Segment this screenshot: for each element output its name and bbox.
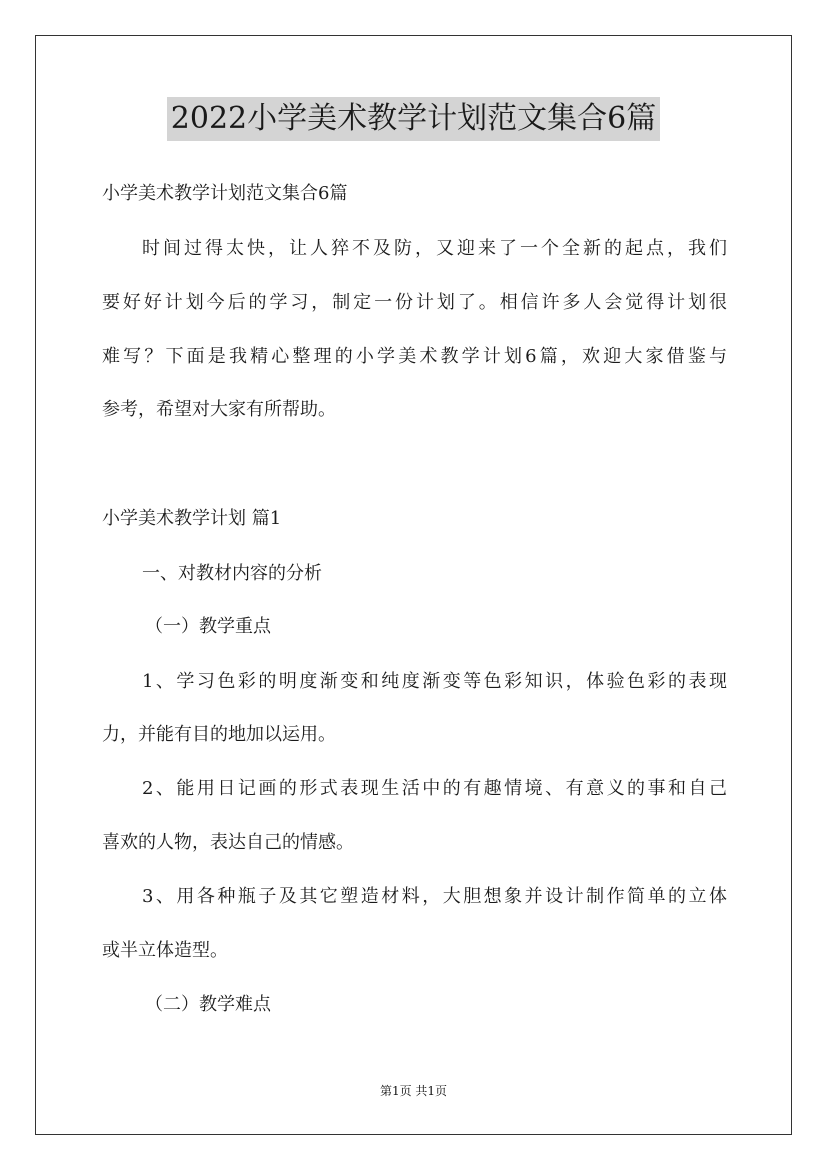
subheading-key-points: （一）教学重点 [145, 616, 271, 637]
document-subtitle: 小学美术教学计划范文集合6篇 [102, 183, 348, 204]
intro-line-3: 难写？下面是我精心整理的小学美术教学计划6篇，欢迎大家借鉴与 [102, 346, 727, 367]
intro-line-2: 要好好计划今后的学习，制定一份计划了。相信许多人会觉得计划很 [102, 292, 727, 313]
point-3-line-2: 或半立体造型。 [102, 940, 228, 961]
subheading-difficult-points: （二）教学难点 [145, 994, 271, 1015]
section-heading: 小学美术教学计划 篇1 [102, 508, 282, 529]
intro-line-1: 时间过得太快，让人猝不及防，又迎来了一个全新的起点，我们 [142, 238, 727, 259]
intro-line-4: 参考，希望对大家有所帮助。 [102, 399, 336, 420]
point-2-line-2: 喜欢的人物，表达自己的情感。 [102, 832, 354, 853]
part-heading: 一、对教材内容的分析 [142, 563, 322, 584]
point-1-line-2: 力，并能有目的地加以运用。 [102, 724, 336, 745]
document-title: 2022小学美术教学计划范文集合6篇 [167, 97, 660, 141]
point-2-line-1: 2、能用日记画的形式表现生活中的有趣情境、有意义的事和自己 [142, 778, 727, 799]
page-footer: 第1页 共1页 [379, 1084, 448, 1098]
title-container [0, 97, 827, 141]
point-3-line-1: 3、用各种瓶子及其它塑造材料，大胆想象并设计制作简单的立体 [142, 886, 727, 907]
point-1-line-1: 1、学习色彩的明度渐变和纯度渐变等色彩知识，体验色彩的表现 [142, 671, 727, 692]
